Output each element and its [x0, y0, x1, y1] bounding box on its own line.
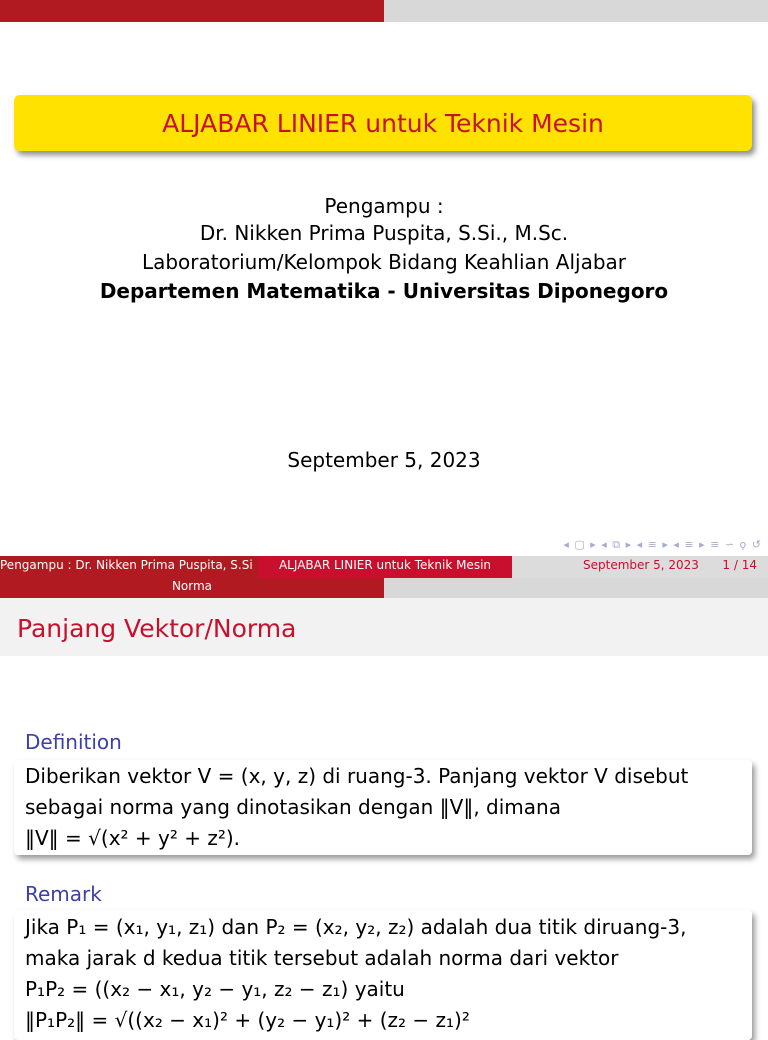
footer-page-number: 1 / 14	[722, 558, 757, 572]
laboratory-name: Laboratorium/Kelompok Bidang Keahlian Aljabar	[141, 250, 627, 274]
footer-date-page	[512, 556, 768, 578]
frame-title: Panjang Vektor/Norma	[17, 614, 297, 643]
remark-line-3: P₁P₂ = ((x₂ − x₁, y₂ − y₁, z₂ − z₁) yaitu	[25, 977, 405, 1001]
remark-title: Remark	[25, 882, 102, 906]
beamer-navigation-icons[interactable]: ◂ ▢ ▸ ◂ ⧉ ▸ ◂ ≡ ▸ ◂ ≡ ▸ ≡ ∽ ϙ ↺	[563, 538, 762, 551]
section-bar-right	[384, 578, 768, 598]
header-bar-right	[384, 0, 768, 22]
definition-line-2: sebagai norma yang dinotasikan dengan ‖V‖, dimana	[25, 795, 561, 819]
remark-line-1: Jika P₁ = (x₁, y₁, z₁) dan P₂ = (x₂, y₂, z₂) adalah dua titik diruang-3,	[25, 915, 687, 939]
footer-title	[258, 556, 512, 578]
slide-title: ALJABAR LINIER untuk Teknik Mesin	[162, 108, 604, 138]
footer-date: September 5, 2023	[583, 558, 699, 572]
footer-author	[0, 556, 258, 578]
definition-line-3: ‖V‖ = √(x² + y² + z²).	[25, 826, 241, 850]
definition-title: Definition	[25, 730, 122, 754]
footer-author-text: Pengampu : Dr. Nikken Prima Puspita, S.Si	[0, 558, 253, 572]
section-bar	[0, 578, 384, 598]
remark-line-2: maka jarak d kedua titik tersebut adalah norma dari vektor	[25, 946, 619, 970]
definition-text	[25, 761, 745, 854]
lecturer-name: Dr. Nikken Prima Puspita, S.Si., M.Sc.	[199, 221, 569, 245]
slide-date: September 5, 2023	[287, 448, 481, 472]
title-box	[14, 95, 752, 151]
section-name: Norma	[171, 579, 213, 593]
pengampu-label: Pengampu :	[324, 194, 444, 218]
department-name: Departemen Matematika - Universitas Diponegoro	[99, 279, 669, 303]
remark-text	[25, 912, 745, 1036]
header-bar-left	[0, 0, 384, 22]
remark-line-4: ‖P₁P₂‖ = √((x₂ − x₁)² + (y₂ − y₁)² + (z₂ − z₁)²	[25, 1008, 470, 1032]
definition-line-1: Diberikan vektor V = (x, y, z) di ruang-3. Panjang vektor V disebut	[25, 764, 689, 788]
footer-title-text: ALJABAR LINIER untuk Teknik Mesin	[278, 558, 492, 572]
